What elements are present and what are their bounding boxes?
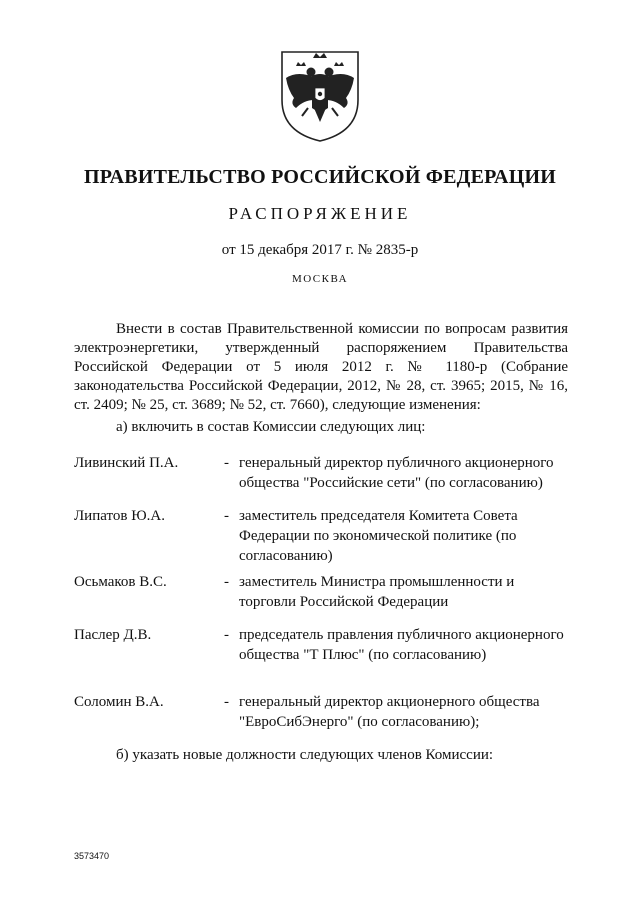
intro-paragraph: Внести в состав Правительственной комиссии по вопросам развития электроэнергетики, утвержденный распоряжением Правительства Российской Федерации от 5 июля 2012 г. № 1180-р (Собрание законодательства Российской Федерации, 2012, № 28, ст. 3965; 2015, № 16, ст. 2409; № 25, ст. 3689; № 52, ст. 7660), следующие изменения: <box>74 321 568 413</box>
coat-of-arms-icon <box>278 48 362 144</box>
member-name: Осьмаков В.С. <box>74 574 167 590</box>
member-description: председатель правления публичного акционерного общества "Т Плюс" (по согласованию) <box>239 627 564 663</box>
member-description: заместитель председателя Комитета Совета Федерации по экономической политике (по согласованию) <box>239 508 518 564</box>
member-dash: - <box>224 455 229 471</box>
member-dash: - <box>224 694 229 710</box>
member-name: Ливинский П.А. <box>74 455 179 471</box>
member-name: Соломин В.А. <box>74 694 164 710</box>
member-dash: - <box>224 627 229 643</box>
member-name: Паслер Д.В. <box>74 627 152 643</box>
document-type: РАСПОРЯЖЕНИЕ <box>228 204 412 223</box>
member-description: заместитель Министра промышленности и торговли Российской Федерации <box>239 574 515 610</box>
item-b: б) указать новые должности следующих членов Комиссии: <box>116 747 494 763</box>
item-a: а) включить в состав Комиссии следующих лиц: <box>116 419 426 435</box>
government-title: ПРАВИТЕЛЬСТВО РОССИЙСКОЙ ФЕДЕРАЦИИ <box>84 166 556 188</box>
document-id: 3573470 <box>74 851 110 861</box>
member-description: генеральный директор публичного акционерного общества "Российские сети" (по согласованию) <box>239 455 554 491</box>
member-dash: - <box>224 508 229 524</box>
document-city: МОСКВА <box>291 273 349 285</box>
member-description: генеральный директор акционерного общества "ЕвроСибЭнерго" (по согласованию); <box>239 694 540 730</box>
member-name: Липатов Ю.А. <box>74 508 165 524</box>
document-date-number: от 15 декабря 2017 г. № 2835-р <box>221 242 419 258</box>
member-dash: - <box>224 574 229 590</box>
